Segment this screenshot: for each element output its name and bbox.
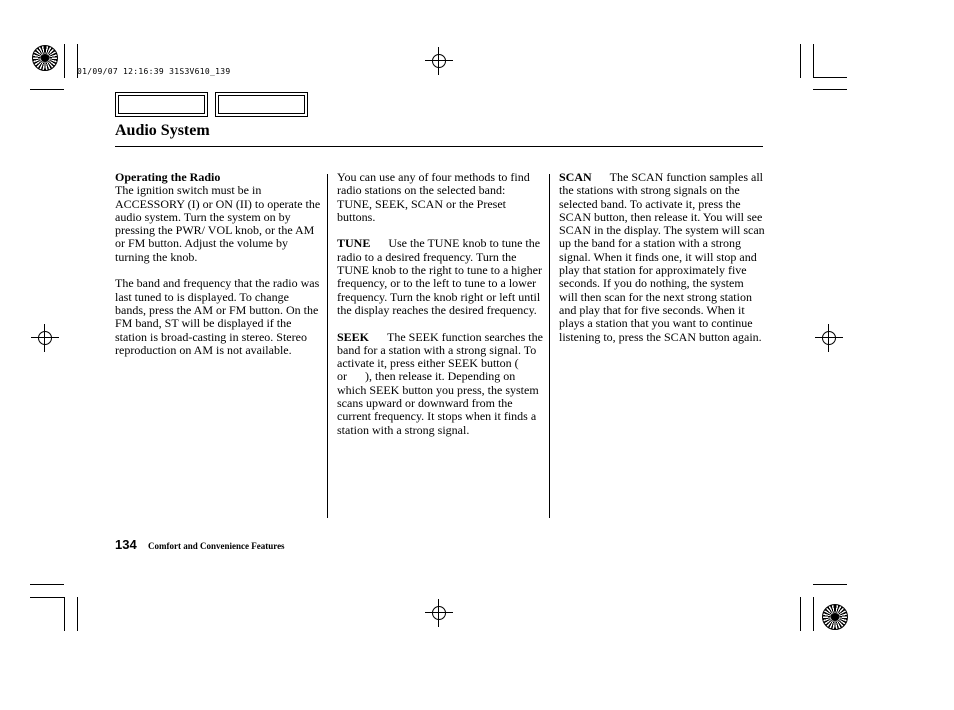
page-title: Audio System bbox=[115, 122, 210, 139]
registration-mark-icon bbox=[31, 324, 59, 352]
column-divider bbox=[327, 174, 328, 518]
registration-target-icon bbox=[32, 45, 58, 71]
paragraph-scan bbox=[559, 171, 765, 344]
column-3 bbox=[559, 171, 765, 357]
column-2 bbox=[337, 171, 543, 450]
body-seek-part-2: ), then release it. Depending on which SEEK button you press, the system scans upward or downward from the current frequency. It stops when it finds a station with a strong signal. bbox=[337, 369, 539, 437]
page-number: 134 bbox=[115, 537, 137, 552]
body-operating-radio: The ignition switch must be in ACCESSORY (I) or ON (II) to operate the audio system. Turn the system on by pressing the PWR/ VOL knob, or the AM or FM button. Adjust the volume by turning the knob. bbox=[115, 183, 321, 264]
paragraph-band-frequency: The band and frequency that the radio was last tuned to is displayed. To change bands, press the AM or FM button. On the FM band, ST will be displayed if the station is broad-casting in stereo. Stereo reproduction on AM is not available. bbox=[115, 276, 320, 357]
paragraph-seek bbox=[337, 331, 543, 437]
body-scan: The SCAN function samples all the stations with strong signals on the selected band. To activate it, press the SCAN button, then release it. You will see SCAN in the display. The system will scan up the band for a station with a strong signal. When it finds one, it will stop and play that station for approximately five seconds. If you do nothing, the system will then scan for the next strong station and play that for five seconds. When it plays a station that you want to continue listening to, press the SCAN button again. bbox=[559, 170, 765, 344]
registration-mark-icon bbox=[425, 599, 453, 627]
print-slug: 01/09/07 12:16:39 31S3V610_139 bbox=[77, 67, 231, 76]
body-tune: Use the TUNE knob to tune the radio to a desired frequency. Turn the TUNE knob to the right to tune to a higher frequency, or to the left to tune to a lower frequency. Turn the knob right or left until the display reaches the desired frequency. bbox=[337, 236, 542, 317]
column-1 bbox=[115, 171, 321, 370]
heading-operating-radio: Operating the Radio bbox=[115, 170, 221, 184]
paragraph-operating-radio bbox=[115, 171, 321, 264]
registration-mark-icon bbox=[815, 324, 843, 352]
column-divider bbox=[549, 174, 550, 518]
body-seek-part-1: The SEEK function searches the band for a station with a strong signal. To activate it, press either SEEK button ( bbox=[337, 329, 543, 371]
title-rule bbox=[115, 146, 763, 147]
section-name: Comfort and Convenience Features bbox=[148, 541, 285, 551]
heading-scan: SCAN bbox=[559, 170, 592, 184]
paragraph-tune bbox=[337, 237, 543, 317]
heading-seek: SEEK bbox=[337, 329, 370, 344]
body-seek-or: or bbox=[337, 369, 347, 384]
header-tab-box bbox=[215, 92, 308, 117]
registration-mark-icon bbox=[425, 47, 453, 75]
header-tab-box bbox=[115, 92, 208, 117]
heading-tune: TUNE bbox=[337, 236, 371, 251]
paragraph-methods-intro: You can use any of four methods to find radio stations on the selected band: TUNE, SEEK, SCAN or the Preset buttons. bbox=[337, 170, 530, 224]
registration-target-icon bbox=[822, 604, 848, 630]
